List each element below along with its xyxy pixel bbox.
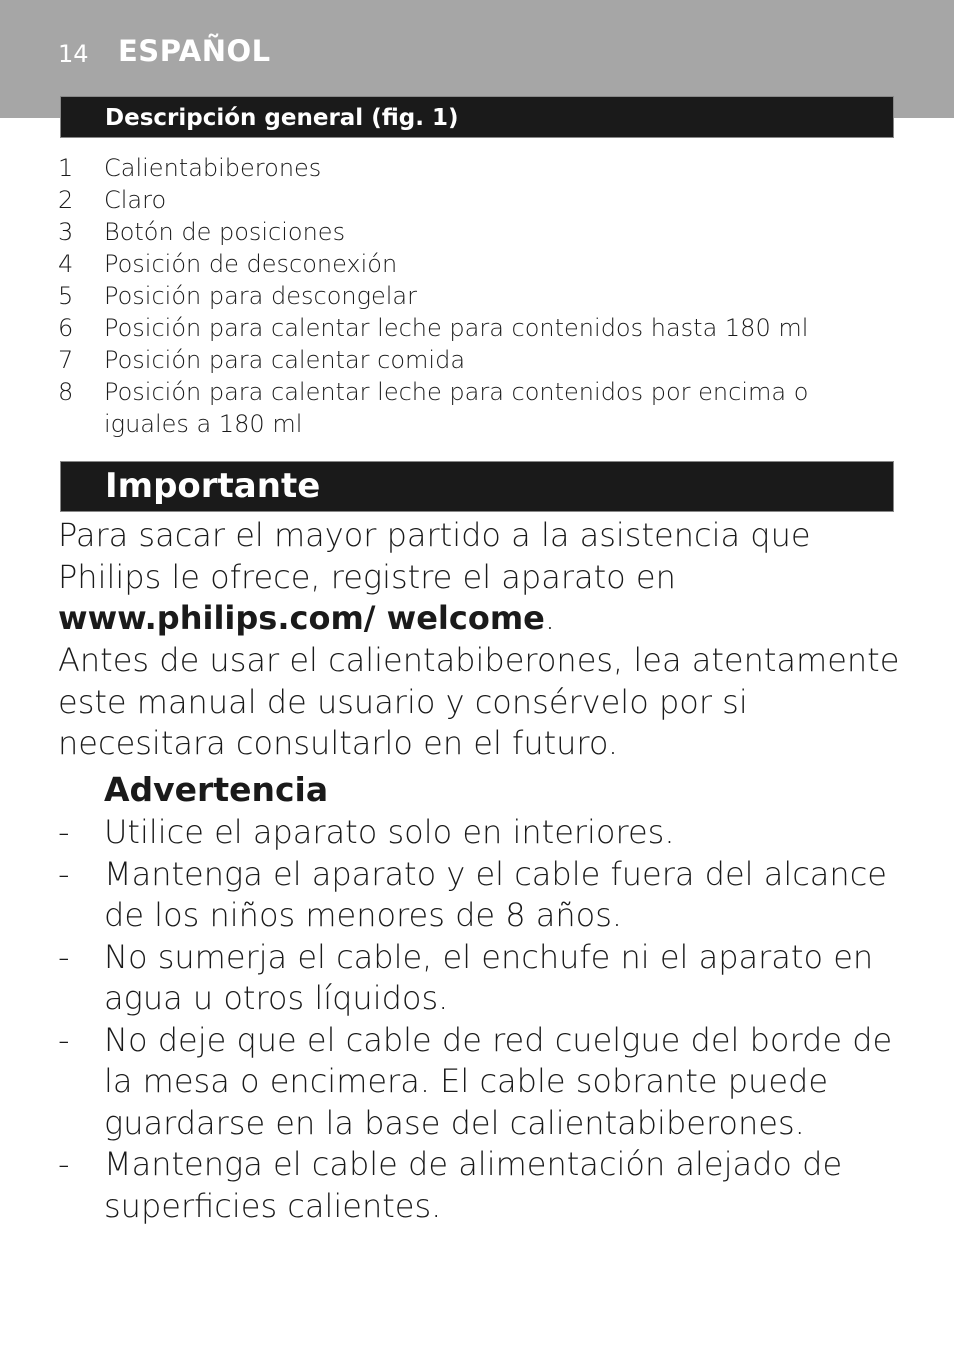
item-number: 5 [58,282,74,310]
list-item [58,184,898,216]
overview-title-bar [60,96,894,138]
warning-text: Mantenga el aparato y el cable fuera del alcance de los niños menores de 8 años. [104,854,887,934]
warning-heading: Advertencia [104,770,329,809]
item-text: Claro [104,186,167,214]
list-item [58,152,898,184]
important-title: Importante [105,466,321,506]
item-number: 8 [58,378,74,406]
dash-bullet: - [58,1145,70,1183]
dash-bullet: - [58,813,70,851]
overview-list [58,152,898,440]
registration-text: Para sacar el mayor partido a la asistencia que Philips le ofrece, registre el aparato en [58,516,811,596]
list-item [58,280,898,312]
warning-list [58,812,908,1227]
list-item [58,1020,908,1145]
item-number: 2 [58,186,74,214]
manual-paragraph: Antes de usar el calientabiberones, lea atentamente este manual de usuario y consérvelo por si necesitara consultarlo en el futuro. [58,641,900,762]
item-text: Calientabiberones [104,154,322,182]
overview-title: Descripción general (fig. 1) [105,105,459,131]
warning-text: Utilice el aparato solo en interiores. [104,813,675,851]
list-item [58,854,908,937]
list-item [58,248,898,280]
warning-text: No sumerja el cable, el enchufe ni el aparato en agua u otros líquidos. [104,937,874,1017]
item-text: Botón de posiciones [104,218,346,246]
list-item [58,1144,908,1227]
important-title-bar [60,461,894,512]
item-text: Posición para calentar leche para contenidos por encima o iguales a 180 ml [104,378,809,438]
language-heading: ESPAÑOL [118,34,271,68]
list-item [58,312,898,344]
list-item [58,812,908,854]
item-number: 1 [58,154,74,182]
dash-bullet: - [58,1020,70,1059]
list-item [58,376,898,440]
list-item [58,344,898,376]
item-text: Posición para descongelar [104,282,418,310]
dash-bullet: - [58,937,70,976]
dash-bullet: - [58,854,70,893]
warning-text: Mantenga el cable de alimentación alejado de superficies calientes. [104,1145,843,1225]
philips-welcome-link[interactable]: www.philips.com/ welcome [58,599,545,637]
registration-paragraph [58,515,908,640]
item-text: Posición para calentar leche para contenidos hasta 180 ml [104,314,809,342]
item-number: 3 [58,218,74,246]
warning-text: No deje que el cable de red cuelgue del borde de la mesa o encimera. El cable sobrante puede guardarse en la base del calientabiberones. [104,1020,893,1142]
registration-suffix: . [544,599,556,637]
item-text: Posición de desconexión [104,250,398,278]
page-number: 14 [58,40,89,68]
item-number: 7 [58,346,74,374]
item-number: 6 [58,314,74,342]
list-item [58,216,898,248]
list-item [58,937,908,1020]
item-text: Posición para calentar comida [104,346,466,374]
item-number: 4 [58,250,74,278]
